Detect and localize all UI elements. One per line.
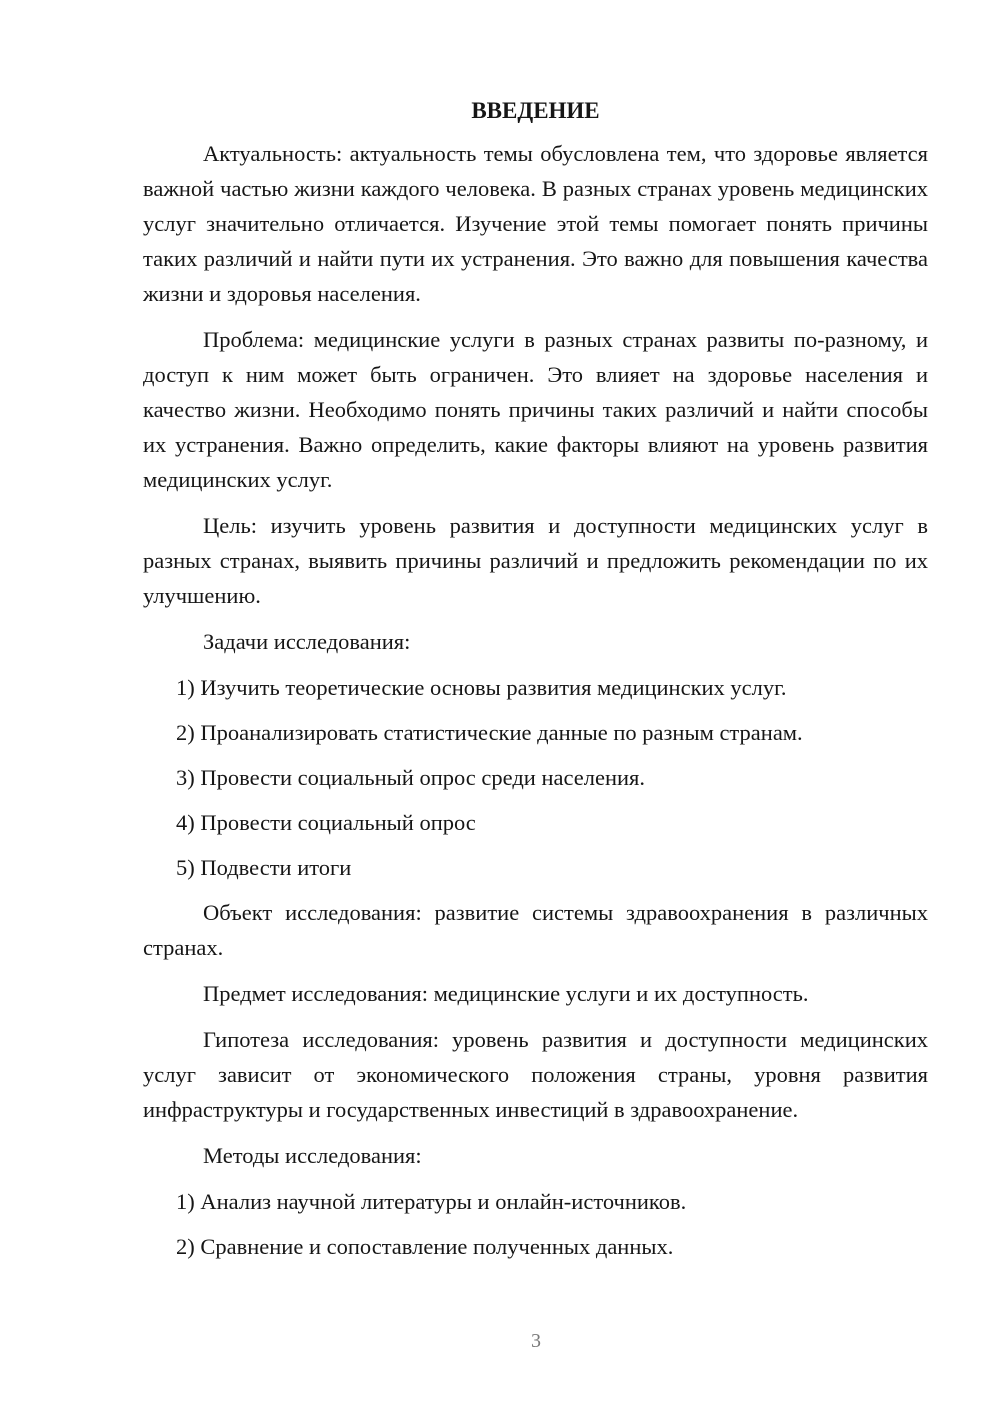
document-title: ВВЕДЕНИЕ — [471, 98, 600, 123]
task-item: 4) Провести социальный опрос — [176, 810, 476, 835]
task-item: 1) Изучить теоретические основы развития медицинских услуг. — [176, 675, 787, 700]
problem-paragraph: Проблема: медицинские услуги в разных странах развиты по-разному, и доступ к ним может быть ограничен. Это влияет на здоровье населения и качество жизни. Необходимо понять причины таких различий и найти способы их устранения. Важно определить, какие факторы влияют на уровень развития медицинских услуг. — [143, 327, 928, 492]
method-item: 2) Сравнение и сопоставление полученных данных. — [176, 1234, 674, 1259]
method-item: 1) Анализ научной литературы и онлайн-источников. — [176, 1189, 687, 1214]
page-number: 3 — [531, 1330, 541, 1352]
document-page — [143, 93, 928, 1274]
task-item: 5) Подвести итоги — [176, 855, 352, 880]
tasks-heading: Задачи исследования: — [203, 629, 411, 654]
goal-paragraph: Цель: изучить уровень развития и доступности медицинских услуг в разных странах, выявить причины различий и предложить рекомендации по их улучшению. — [143, 513, 928, 608]
subject-paragraph: Предмет исследования: медицинские услуги и их доступность. — [203, 981, 809, 1006]
task-item: 2) Проанализировать статистические данные по разным странам. — [176, 720, 803, 745]
task-item: 3) Провести социальный опрос среди населения. — [176, 765, 646, 790]
methods-heading: Методы исследования: — [203, 1143, 422, 1168]
object-paragraph: Объект исследования: развитие системы здравоохранения в различных странах. — [143, 900, 928, 960]
relevance-paragraph: Актуальность: актуальность темы обусловлена тем, что здоровье является важной частью жизни каждого человека. В разных странах уровень медицинских услуг значительно отличается. Изучение этой темы помогает понять причины таких различий и найти пути их устранения. Это важно для повышения качества жизни и здоровья населения. — [143, 141, 928, 306]
hypothesis-paragraph: Гипотеза исследования: уровень развития и доступности медицинских услуг зависит от экономического положения страны, уровня развития инфраструктуры и государственных инвестиций в здравоохранение. — [143, 1027, 928, 1122]
